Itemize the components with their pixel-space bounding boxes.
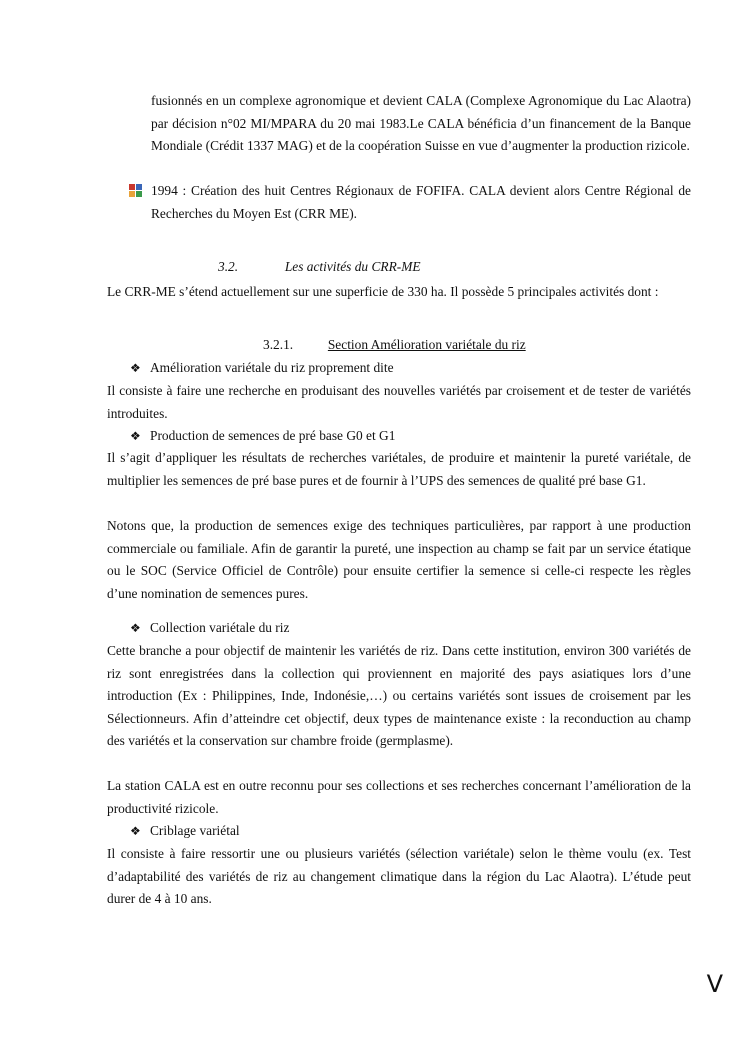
section-heading <box>218 256 421 278</box>
item1-paragraph: Il consiste à faire une recherche en produisant des nouvelles variétés par croisement et de tester de variétés introduites. <box>107 383 691 421</box>
section-intro-paragraph: Le CRR-ME s’étend actuellement sur une superficie de 330 ha. Il possède 5 principales activités dont : <box>107 284 659 299</box>
diamond-bullet-icon: ❖ <box>130 361 141 375</box>
item4-paragraph: Il consiste à faire ressortir une ou plusieurs variétés (sélection variétale) selon le thème voulu (ex. Test d’adaptabilité des variétés de riz au changement climatique dans la région du Lac Alaotra). L’étude peut durer de 4 à 10 ans. <box>107 846 691 906</box>
bullet-1994-paragraph: 1994 : Création des huit Centres Régionaux de FOFIFA. CALA devient alors Centre Régional de Recherches du Moyen Est (CRR ME). <box>151 183 691 221</box>
item2-paragraph-2: Notons que, la production de semences exige des techniques particulières, par rapport à une production commerciale ou familiale. Afin de garantir la pureté, une inspection au champ se fait par un service étatique ou le SOC (Service Officiel de Contrôle) pour ensuite certifier la semence si celle-ci respecte les règles d’une nomination de semences pures. <box>107 518 691 601</box>
section-title: Les activités du CRR-ME <box>284 259 421 274</box>
diamond-bullet-icon: ❖ <box>130 621 141 635</box>
diamond-bullet-icon: ❖ <box>130 429 141 443</box>
item1-title: Amélioration variétale du riz proprement dite <box>150 360 394 375</box>
bullet-item-2 <box>130 425 395 448</box>
bullet-item-4 <box>130 820 240 843</box>
subsection-title: Section Amélioration variétale du riz <box>327 337 526 352</box>
section-number: 3.2. <box>218 259 239 274</box>
item3-paragraph: Cette branche a pour objectif de maintenir les variétés de riz. Dans cette institution, environ 300 variétés de riz sont enregistrées dans la collection qui proviennent en majorité des pays asiatiques lors d’une introduction (Ex : Philippines, Inde, Indonésie,…) ou certains variétés sont issues de croisement par les Sélectionneurs. Afin d’atteindre cet objectif, deux types de maintenance existe : la reconduction au champ des variétés et la conservation sur chambre froide (germplasme). <box>107 643 691 748</box>
item3-paragraph-2: La station CALA est en outre reconnu pour ses collections et ses recherches concernant l’amélioration de la productivité rizicole. <box>107 778 691 816</box>
page-number: V <box>706 970 723 998</box>
item4-title: Criblage variétal <box>150 823 240 838</box>
subsection-number: 3.2.1. <box>263 337 294 352</box>
colored-square-bullet-icon <box>129 184 143 198</box>
item3-title: Collection variétale du riz <box>150 620 290 635</box>
item2-paragraph: Il s’agit d’appliquer les résultats de recherches variétales, de produire et maintenir la pureté variétale, de multiplier les semences de pré base pures et de fournir à l’UPS des semences de qualité pré base G1. <box>107 450 691 488</box>
bullet-item-1 <box>130 357 394 380</box>
subsection-heading <box>263 334 526 356</box>
intro-continuation-paragraph: fusionnés en un complexe agronomique et devient CALA (Complexe Agronomique du Lac Alaotra) par décision n°02 MI/MPARA du 20 mai 1983.Le CALA bénéficia d’un financement de la Banque Mondiale (Crédit 1337 MAG) et de la coopération Suisse en vue d’augmenter la production rizicole. <box>151 93 691 153</box>
bullet-item-3 <box>130 617 289 640</box>
item2-title: Production de semences de pré base G0 et G1 <box>150 428 396 443</box>
diamond-bullet-icon: ❖ <box>130 824 141 838</box>
